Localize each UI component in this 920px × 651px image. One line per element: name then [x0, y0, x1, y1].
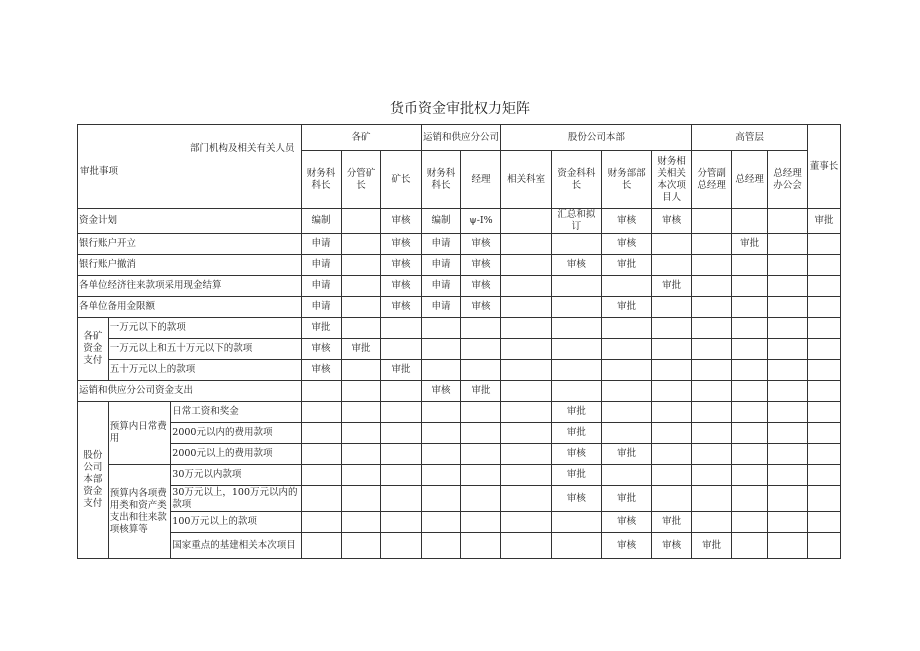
- cell: [732, 444, 768, 465]
- group-senior: 高管层: [692, 125, 808, 151]
- cell: [501, 234, 551, 255]
- cell: [341, 381, 381, 402]
- cell: [421, 402, 461, 423]
- cell: 申请: [301, 297, 341, 318]
- col-header: 总经理办公会: [768, 151, 808, 209]
- cell: [692, 339, 732, 360]
- col-header: 矿长: [381, 151, 421, 209]
- cell: [808, 234, 841, 255]
- cell: [652, 255, 692, 276]
- cell: [652, 297, 692, 318]
- cell: 申请: [301, 234, 341, 255]
- group-mine: 各矿: [301, 125, 421, 151]
- cell: [692, 276, 732, 297]
- row-label: 五十万元以上的款项: [108, 360, 301, 381]
- cell: [461, 318, 501, 339]
- cell: 编制: [301, 209, 341, 234]
- cell: [808, 297, 841, 318]
- cell: [301, 486, 341, 512]
- cell: 审批: [461, 381, 501, 402]
- cell: [808, 512, 841, 533]
- cell: 审核: [551, 486, 601, 512]
- cell: [692, 402, 732, 423]
- table-row: [78, 339, 841, 360]
- cell: [461, 402, 501, 423]
- row-label: 国家重点的基建相关本次项目: [171, 533, 301, 559]
- cell: 审批: [652, 276, 692, 297]
- col-header: 财务部部长: [601, 151, 651, 209]
- cell: [501, 423, 551, 444]
- cell: 审核: [551, 444, 601, 465]
- cell: [421, 339, 461, 360]
- cell: [341, 486, 381, 512]
- cell: [768, 209, 808, 234]
- cell: [551, 234, 601, 255]
- cell: [808, 444, 841, 465]
- cell: [808, 533, 841, 559]
- cell: [501, 381, 551, 402]
- cell: [768, 339, 808, 360]
- cell: [768, 381, 808, 402]
- cell: [732, 276, 768, 297]
- row-label: 各单位备用金限额: [78, 297, 302, 318]
- cell: [381, 486, 421, 512]
- cell: [692, 512, 732, 533]
- cell: [692, 486, 732, 512]
- row-label: 资金计划: [78, 209, 302, 234]
- cell: 审批: [692, 533, 732, 559]
- cell: [692, 209, 732, 234]
- row-label: 100万元以上的款项: [171, 512, 301, 533]
- cell: [808, 381, 841, 402]
- cell: 审核: [601, 234, 651, 255]
- cell: 审核: [601, 512, 651, 533]
- cell: 申请: [421, 297, 461, 318]
- cell: [381, 465, 421, 486]
- mine-payment-group-label: 各矿资金支付: [78, 318, 109, 381]
- cell: [461, 465, 501, 486]
- cell: [692, 381, 732, 402]
- cell: [732, 533, 768, 559]
- cell: 申请: [421, 276, 461, 297]
- cell: 审核: [381, 234, 421, 255]
- cell: [301, 381, 341, 402]
- cell: [732, 209, 768, 234]
- row-label: 各单位经济往来款项采用现金结算: [78, 276, 302, 297]
- cell: [501, 209, 551, 234]
- cell: [341, 297, 381, 318]
- cell: [732, 402, 768, 423]
- cell: [808, 339, 841, 360]
- cell: [381, 402, 421, 423]
- col-header: 财务科科长: [301, 151, 341, 209]
- row-label: 一万元以下的款项: [108, 318, 301, 339]
- row-label: 银行账户撤消: [78, 255, 302, 276]
- table-row: [78, 465, 841, 486]
- cell: [692, 423, 732, 444]
- cell: [601, 360, 651, 381]
- cell: [768, 360, 808, 381]
- cell: [381, 381, 421, 402]
- cell: 申请: [301, 276, 341, 297]
- cell: [732, 486, 768, 512]
- table-row: [78, 423, 841, 444]
- cell: [421, 533, 461, 559]
- group-sales: 运销和供应分公司: [421, 125, 501, 151]
- cell: [501, 318, 551, 339]
- cell: [381, 444, 421, 465]
- cell: [732, 512, 768, 533]
- cell: [381, 533, 421, 559]
- col-header: 财务相关相关本次项目人: [652, 151, 692, 209]
- cell: [551, 276, 601, 297]
- cell: [551, 512, 601, 533]
- cell: [732, 381, 768, 402]
- col-header: 分管矿长: [341, 151, 381, 209]
- cell: [768, 444, 808, 465]
- table-row: [78, 209, 841, 234]
- cell: 审核: [461, 276, 501, 297]
- cell: 审批: [601, 486, 651, 512]
- cell: [341, 512, 381, 533]
- cell: [461, 423, 501, 444]
- row-label: 一万元以上和五十万元以下的款项: [108, 339, 301, 360]
- budget-daily-label: 预算内日常费用: [108, 402, 171, 465]
- cell: [601, 465, 651, 486]
- cell: [341, 423, 381, 444]
- table-row: [78, 444, 841, 465]
- cell: 审核: [381, 209, 421, 234]
- cell: [461, 360, 501, 381]
- cell: [768, 423, 808, 444]
- row-label: 30万元以上，100万元以内的款项: [171, 486, 301, 512]
- table-row: [78, 234, 841, 255]
- cell: 审核: [461, 255, 501, 276]
- cell: 审核: [461, 297, 501, 318]
- cell: [341, 402, 381, 423]
- cell: [551, 318, 601, 339]
- cell: 审核: [461, 234, 501, 255]
- table-row: [78, 381, 841, 402]
- cell: [808, 402, 841, 423]
- cell: [601, 318, 651, 339]
- cell: 审核: [301, 360, 341, 381]
- page-title: 货币资金审批权力矩阵: [390, 101, 530, 117]
- cell: 审批: [551, 465, 601, 486]
- cell: [381, 423, 421, 444]
- cell: [341, 318, 381, 339]
- cell: 审核: [601, 533, 651, 559]
- hq-payment-group-label: 股份公司本部资金支付: [78, 402, 109, 559]
- cell: 审核: [381, 297, 421, 318]
- col-header: 财务科科长: [421, 151, 461, 209]
- cell: [461, 444, 501, 465]
- cell: 审批: [551, 423, 601, 444]
- row-label: 日常工资和奖金: [171, 402, 301, 423]
- cell: [301, 512, 341, 533]
- col-header: 资金科科长: [551, 151, 601, 209]
- cell: [808, 486, 841, 512]
- cell: 审批: [601, 444, 651, 465]
- cell: [808, 276, 841, 297]
- group-hq: 股份公司本部: [501, 125, 692, 151]
- cell: [341, 533, 381, 559]
- cell: [601, 423, 651, 444]
- table-row: [78, 276, 841, 297]
- cell: 审核: [381, 255, 421, 276]
- cell: [652, 234, 692, 255]
- cell: [421, 318, 461, 339]
- cell: [461, 512, 501, 533]
- cell: [768, 297, 808, 318]
- cell: 审批: [381, 360, 421, 381]
- header-corner-bottom: 审批事项: [80, 166, 119, 177]
- cell: [601, 381, 651, 402]
- cell: [501, 486, 551, 512]
- cell: [501, 255, 551, 276]
- table-row: [78, 297, 841, 318]
- cell: [732, 360, 768, 381]
- budget-project-label: 预算内各项费用类和资产类支出和往来款项核算等: [108, 465, 171, 559]
- cell: [501, 533, 551, 559]
- cell: [601, 339, 651, 360]
- cell: [808, 465, 841, 486]
- cell: [732, 339, 768, 360]
- cell: [421, 423, 461, 444]
- group-board: 董事长: [808, 125, 841, 209]
- cell: [551, 533, 601, 559]
- cell: [601, 402, 651, 423]
- cell: [461, 339, 501, 360]
- cell: [341, 209, 381, 234]
- cell: [341, 444, 381, 465]
- header-corner-top: 部门机构及相关有关人员: [190, 143, 295, 154]
- cell: [421, 360, 461, 381]
- cell: [381, 318, 421, 339]
- cell: [421, 465, 461, 486]
- cell: [461, 486, 501, 512]
- cell: [732, 423, 768, 444]
- cell: [768, 465, 808, 486]
- cell: [692, 360, 732, 381]
- cell: [692, 255, 732, 276]
- cell: [652, 402, 692, 423]
- cell: [692, 465, 732, 486]
- row-label: 2000元以内的费用款项: [171, 423, 301, 444]
- table-row: [78, 360, 841, 381]
- cell: [652, 444, 692, 465]
- table-row: [78, 486, 841, 512]
- cell: [768, 276, 808, 297]
- cell: [692, 444, 732, 465]
- cell: 审核: [551, 255, 601, 276]
- cell: [501, 360, 551, 381]
- cell: [808, 360, 841, 381]
- cell: [501, 402, 551, 423]
- cell: 编制: [421, 209, 461, 234]
- cell: [301, 444, 341, 465]
- cell: [551, 360, 601, 381]
- cell: [808, 318, 841, 339]
- cell: [341, 255, 381, 276]
- cell: [768, 402, 808, 423]
- cell: 审核: [301, 339, 341, 360]
- cell: [501, 297, 551, 318]
- cell: [732, 297, 768, 318]
- cell: [341, 276, 381, 297]
- cell: 审核: [421, 381, 461, 402]
- cell: [341, 234, 381, 255]
- cell: [341, 360, 381, 381]
- cell: [808, 423, 841, 444]
- cell: [421, 444, 461, 465]
- cell: [768, 512, 808, 533]
- cell: [501, 444, 551, 465]
- table-row: [78, 402, 841, 423]
- cell: [652, 486, 692, 512]
- cell: [421, 486, 461, 512]
- cell: [301, 533, 341, 559]
- table-row: [78, 533, 841, 559]
- cell: [301, 402, 341, 423]
- cell: [808, 255, 841, 276]
- cell: 审批: [341, 339, 381, 360]
- cell: [768, 533, 808, 559]
- cell: [341, 465, 381, 486]
- cell: 审批: [732, 234, 768, 255]
- cell: [732, 255, 768, 276]
- cell: [551, 297, 601, 318]
- cell: [692, 234, 732, 255]
- cell: [768, 234, 808, 255]
- cell: [501, 276, 551, 297]
- header-row-groups: [78, 125, 841, 151]
- cell: 审批: [601, 255, 651, 276]
- cell: [692, 318, 732, 339]
- cell: 审核: [652, 533, 692, 559]
- cell: 申请: [421, 255, 461, 276]
- approval-matrix-table: [77, 124, 841, 559]
- cell: [301, 465, 341, 486]
- table-row: [78, 512, 841, 533]
- col-header: 经理: [461, 151, 501, 209]
- cell: [732, 318, 768, 339]
- cell: [551, 339, 601, 360]
- cell: 审批: [551, 402, 601, 423]
- cell: [768, 486, 808, 512]
- cell: [692, 297, 732, 318]
- cell: [652, 465, 692, 486]
- row-label: 银行账户开立: [78, 234, 302, 255]
- cell: [501, 465, 551, 486]
- cell: 申请: [301, 255, 341, 276]
- cell: [768, 255, 808, 276]
- cell: [652, 360, 692, 381]
- row-label: 运销和供应分公司资金支出: [78, 381, 302, 402]
- cell: [381, 339, 421, 360]
- header-corner-cell: [78, 125, 302, 209]
- cell: [652, 381, 692, 402]
- cell: 申请: [421, 234, 461, 255]
- row-label: 30万元以内款项: [171, 465, 301, 486]
- cell: 审批: [601, 297, 651, 318]
- cell: 审核: [381, 276, 421, 297]
- cell: [421, 512, 461, 533]
- col-header: 相关科室: [501, 151, 551, 209]
- col-header: 总经理: [732, 151, 768, 209]
- cell: [652, 339, 692, 360]
- cell: [551, 381, 601, 402]
- cell: [652, 423, 692, 444]
- table-row: [78, 318, 841, 339]
- cell: [501, 339, 551, 360]
- cell: 汇总和拟订: [551, 209, 601, 234]
- cell: [461, 533, 501, 559]
- cell: ψ-I%: [461, 209, 501, 234]
- cell: [768, 318, 808, 339]
- cell: [381, 512, 421, 533]
- cell: [501, 512, 551, 533]
- cell: 审批: [301, 318, 341, 339]
- cell: [652, 318, 692, 339]
- cell: 审批: [652, 512, 692, 533]
- cell: 审核: [601, 209, 651, 234]
- cell: 审核: [652, 209, 692, 234]
- cell: [601, 276, 651, 297]
- cell: [301, 423, 341, 444]
- cell: 审批: [808, 209, 841, 234]
- table-row: [78, 255, 841, 276]
- row-label: 2000元以上的费用款项: [171, 444, 301, 465]
- col-header: 分管副总经理: [692, 151, 732, 209]
- cell: [732, 465, 768, 486]
